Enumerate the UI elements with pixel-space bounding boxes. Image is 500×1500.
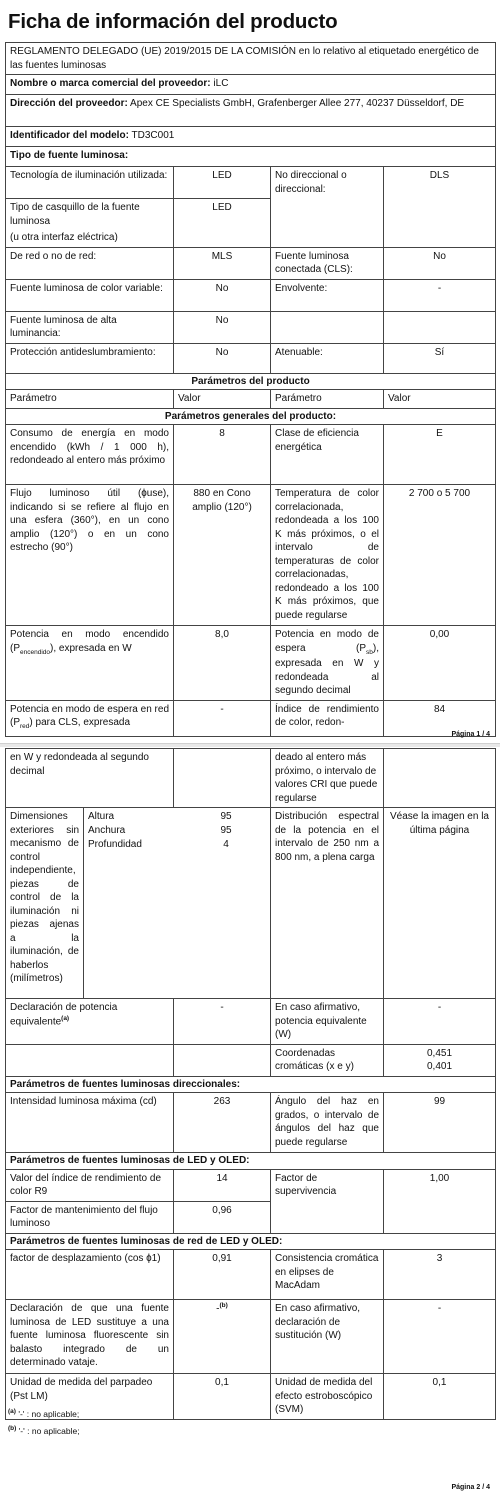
supplier-row	[6, 75, 496, 95]
page-number-1: Página 1 / 4	[451, 731, 490, 738]
dimensions-label: Dimensiones exteriores sin mecanismo de control independiente, piezas de control de la iluminación ni piezas ajenas a la iluminación, de haberlos (milímetros)	[6, 808, 84, 998]
on-mode-power-value: 8,0	[174, 626, 271, 701]
networked-standby-label-cont: en W y redondeada al segundo decimal	[6, 749, 174, 808]
nondir-label: No direccional o direccional:	[271, 167, 384, 248]
cri-label: Índice de rendimiento de color, redon-	[271, 700, 384, 736]
regulation-text: REGLAMENTO DELEGADO (UE) 2019/2015 DE LA COMISIÓN en lo relativo al etiquetado energético de las fuentes luminosas	[6, 43, 496, 75]
standby-power-label: Potencia en modo de espera $(P_{sb})$, expresada en W y redondeada al segundo decimal	[271, 626, 384, 701]
networked-standby-value: -	[174, 700, 271, 736]
efficiency-class-value: E	[384, 425, 496, 485]
cct-label: Temperatura de color correlacionada, redondeada a los 100 K más próximos, o el intervalo de temperaturas de color correlacionadas, redondeado a los 100 K más próximos, que puede regularse	[271, 485, 384, 626]
energy-value: 8	[174, 425, 271, 485]
col-value-1: Valor	[174, 390, 271, 409]
page-number-2: Página 2 / 4	[451, 1484, 490, 1491]
replacement-w-value: -	[384, 1300, 496, 1374]
equivalent-power-value: -	[174, 999, 271, 1045]
on-mode-power-label: Potencia en modo encendido $(P_{encendido})$, expresada en W	[6, 626, 174, 701]
directional-params-heading: Parámetros de fuentes luminosas direccionales:	[6, 1076, 496, 1093]
product-info-table-continued	[5, 748, 496, 1420]
width-label: Anchura	[88, 825, 126, 836]
cap-value: LED	[174, 199, 271, 248]
footnote-a: $^{(a)}$ '-' : no aplicable;	[8, 1408, 80, 1419]
cap-label: Tipo de casquillo de la fuente luminosa (u otra interfaz eléctrica)	[6, 199, 174, 248]
cls-value: No	[384, 247, 496, 279]
anti-glare-value: No	[174, 343, 271, 373]
model-value: TD3C001	[131, 130, 175, 141]
beam-angle-value: 99	[384, 1093, 496, 1153]
high-luminance-label: Fuente luminosa de alta luminancia:	[6, 311, 174, 343]
width-value: 95	[220, 825, 232, 836]
depth-label: Profundidad	[88, 839, 142, 850]
product-info-table	[5, 42, 496, 737]
cri-label-cont: deado al entero más próximo, o intervalo de valores CRI que puede regularse	[271, 749, 384, 808]
general-params-heading: Parámetros generales del producto:	[6, 408, 496, 425]
supplier-value: iLC	[213, 78, 229, 89]
color-variable-value: No	[174, 279, 271, 311]
supplier-label: Nombre o marca comercial del proveedor:	[10, 78, 211, 89]
address-value: Apex CE Specialists GmbH, Grafenberger Allee 277, 40237 Düsseldorf, DE	[130, 98, 465, 109]
displacement-factor-label: factor de desplazamiento (cos ɸ1)	[6, 1250, 174, 1300]
r9-value: 14	[174, 1169, 271, 1201]
light-source-type-heading: Tipo de fuente luminosa:	[6, 147, 496, 167]
efficiency-class-label: Clase de eficiencia energética	[271, 425, 384, 485]
flux-label: Flujo luminoso útil (ɸuse), indicando si se refiere al flujo en una esfera (360°), en un cono amplio (120°) o en un cono estrecho (90°)	[6, 485, 174, 626]
col-param-1: Parámetro	[6, 390, 174, 409]
cls-label: Fuente luminosa conectada (CLS):	[271, 247, 384, 279]
anti-glare-label: Protección antideslumbramiento:	[6, 343, 174, 373]
height-label: Altura	[88, 811, 115, 822]
equivalent-power-w-value: -	[384, 999, 496, 1045]
tech-value: LED	[174, 167, 271, 199]
stroboscopic-label: Unidad de medida del efecto estroboscópico (SVM)	[271, 1374, 384, 1420]
survival-factor-label: Factor de supervivencia	[271, 1169, 384, 1233]
dimensions-cell	[6, 808, 271, 999]
mains-value: MLS	[174, 247, 271, 279]
replacement-claim-label: Declaración de que una fuente luminosa de LED sustituye a una fuente luminosa fluorescente sin balasto integrado de un determinado vataje.	[6, 1300, 174, 1374]
survival-factor-value: 1,00	[384, 1169, 496, 1233]
macadam-value: 3	[384, 1250, 496, 1300]
replacement-claim-value: -$^{(b)}$	[174, 1300, 271, 1374]
col-value-2: Valor	[384, 390, 496, 409]
flicker-value: 0,1	[174, 1374, 271, 1420]
dimmable-value: Sí	[384, 343, 496, 373]
color-variable-label: Fuente luminosa de color variable:	[6, 279, 174, 311]
spd-value: Véase la imagen en la última página	[384, 808, 496, 999]
flicker-label: Unidad de medida del parpadeo (Pst LM)	[6, 1374, 174, 1420]
chromaticity-value: 0,451 0,401	[384, 1044, 496, 1076]
spd-label: Distribución espectral de la potencia en el intervalo de 250 nm a 800 nm, a plena carga	[271, 808, 384, 999]
envelope-label: Envolvente:	[271, 279, 384, 311]
energy-label: Consumo de energía en modo encendido (kWh / 1 000 h), redondeado al entero más próximo	[6, 425, 174, 485]
col-param-2: Parámetro	[271, 390, 384, 409]
nondir-value: DLS	[384, 167, 496, 248]
page-1	[0, 0, 500, 745]
replacement-w-label: En caso afirmativo, declaración de sustitución (W)	[271, 1300, 384, 1374]
equivalent-power-w-label: En caso afirmativo, potencia equivalente (W)	[271, 999, 384, 1045]
macadam-label: Consistencia cromática en elipses de MacAdam	[271, 1250, 384, 1300]
page-2	[0, 745, 500, 1500]
mains-led-params-heading: Parámetros de fuentes luminosas de red de LED y OLED:	[6, 1233, 496, 1250]
displacement-factor-value: 0,91	[174, 1250, 271, 1300]
chromaticity-label: Coordenadas cromáticas (x e y)	[271, 1044, 384, 1076]
maintenance-factor-value: 0,96	[174, 1201, 271, 1233]
footnote-b: $^{(b)}$ '-' : no aplicable;	[8, 1425, 80, 1436]
led-params-heading: Parámetros de fuentes luminosas de LED y OLED:	[6, 1153, 496, 1170]
beam-angle-label: Ángulo del haz en grados, o intervalo de ángulos del haz que puede regularse	[271, 1093, 384, 1153]
envelope-value: -	[384, 279, 496, 311]
address-label: Dirección del proveedor:	[10, 98, 128, 109]
page-title: Ficha de información del producto	[8, 10, 338, 33]
maintenance-factor-label: Factor de mantenimiento del flujo luminoso	[6, 1201, 174, 1233]
high-luminance-value: No	[174, 311, 271, 343]
address-row	[6, 95, 496, 127]
stroboscopic-value: 0,1	[384, 1374, 496, 1420]
dimmable-label: Atenuable:	[271, 343, 384, 373]
model-row	[6, 127, 496, 147]
flux-value: 880 en Cono amplio (120°)	[174, 485, 271, 626]
product-params-heading: Parámetros del producto	[6, 373, 496, 390]
r9-label: Valor del índice de rendimiento de color R9	[6, 1169, 174, 1201]
cct-value: 2 700 o 5 700	[384, 485, 496, 626]
depth-value: 4	[223, 839, 229, 850]
peak-intensity-label: Intensidad luminosa máxima (cd)	[6, 1093, 174, 1153]
cri-value: 84	[384, 700, 496, 736]
height-value: 95	[220, 811, 232, 822]
peak-intensity-value: 263	[174, 1093, 271, 1153]
standby-power-value: 0,00	[384, 626, 496, 701]
equivalent-power-label: Declaración de potencia equivalente$^{(a)}$	[6, 999, 174, 1045]
mains-label: De red o no de red:	[6, 247, 174, 279]
model-label: Identificador del modelo:	[10, 130, 129, 141]
networked-standby-label: Potencia en modo de espera en red $(P_{red})$ para CLS, expresada	[6, 700, 174, 736]
tech-label: Tecnología de iluminación utilizada:	[6, 167, 174, 199]
